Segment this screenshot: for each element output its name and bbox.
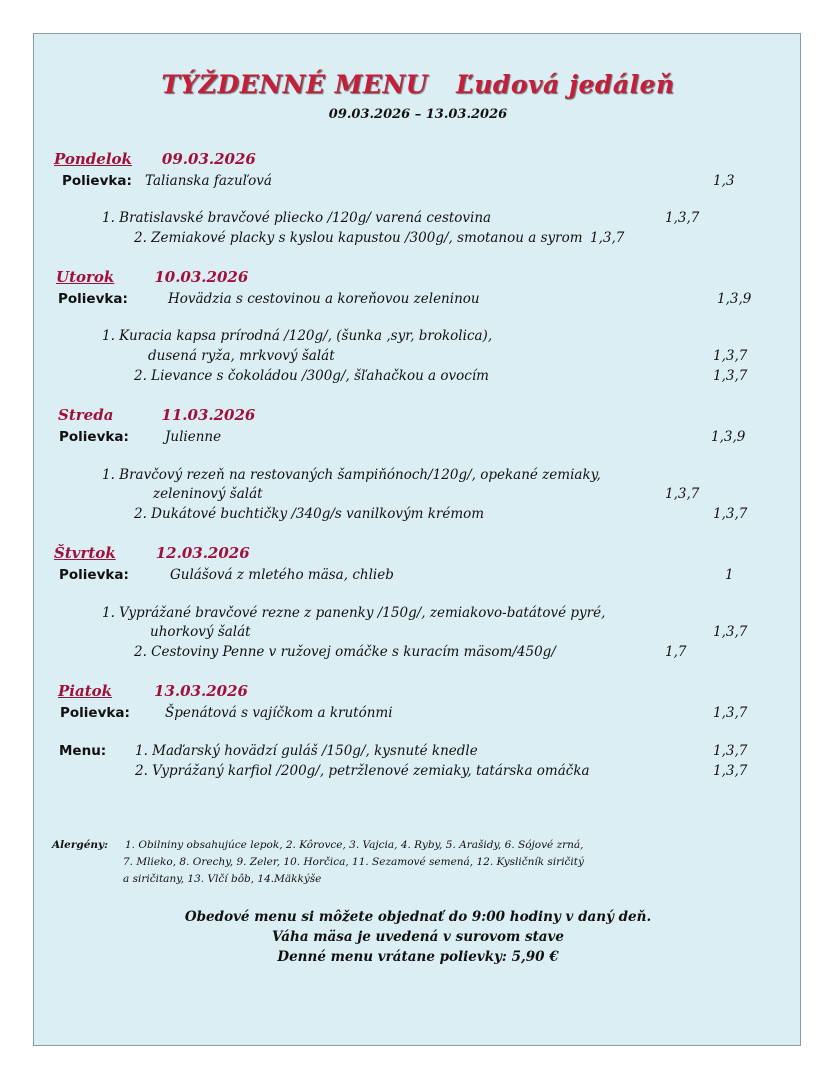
- allergens-line: 1. Obilniny obsahujúce lepok, 2. Kôrovce, 3. Vajcia, 4. Ryby, 5. Arašidy, 6. Sójové zrná,: [125, 839, 584, 851]
- meal-item: 2. Lievance s čokoládou /300g/, šľahačkou a ovocím: [134, 368, 489, 384]
- allergens-line: a siričitany, 13. Vlčí bôb, 14.Mäkkýše: [123, 873, 322, 885]
- day-name: Pondelok: [54, 150, 132, 168]
- meal-item: 2. Cestoviny Penne v ružovej omáčke s kuracím mäsom/450g/: [134, 644, 556, 660]
- meal-allergens: 1,3,7: [665, 486, 700, 502]
- day-heading-wednesday: [58, 406, 255, 424]
- soup-name: Gulášová z mletého mäsa, chlieb: [170, 567, 394, 583]
- page-title: [34, 70, 802, 99]
- soup-name: Talianska fazuľová: [145, 173, 272, 189]
- meal-allergens: 1,3,7: [590, 230, 625, 246]
- weight-note: Váha mäsa je uvedená v surovom stave: [272, 929, 564, 945]
- meal-item: 1. Vyprážané bravčové rezne z panenky /150g/, zemiakovo-batátové pyré,: [102, 605, 606, 621]
- day-name: Utorok: [56, 268, 115, 286]
- soup-allergens: 1: [725, 567, 734, 583]
- day-name: Štvrtok: [54, 544, 116, 562]
- meal-item: 1. Bratislavské bravčové pliecko /120g/ varená cestovina: [102, 210, 492, 226]
- day-heading-thursday: [54, 544, 250, 562]
- meal-allergens: 1,3,7: [713, 743, 748, 759]
- meal-allergens: 1,3,7: [713, 348, 748, 364]
- soup-label: Polievka:: [62, 173, 132, 189]
- title-right: Ľudová jedáleň: [456, 70, 675, 99]
- date-range: 09.03.2026 – 13.03.2026: [328, 107, 508, 122]
- meal-item: 2. Dukátové buchtičky /340g/s vanilkovým krémom: [134, 506, 485, 522]
- meal-allergens: 1,3,7: [713, 368, 748, 384]
- meal-item: 1. Maďarský hovädzí guláš /150g/, kysnuté knedle: [135, 743, 478, 759]
- menu-sheet: [33, 33, 801, 1046]
- soup-label: Polievka:: [59, 567, 129, 583]
- meal-allergens: 1,3,7: [665, 210, 700, 226]
- day-heading-friday: [58, 682, 248, 700]
- soup-allergens: 1,3: [713, 173, 735, 189]
- title-left: TÝŽDENNÉ MENU: [161, 70, 429, 99]
- meal-item: 2. Zemiakové placky s kyslou kapustou /300g/, smotanou a syrom: [134, 230, 583, 246]
- allergens-label: Alergény:: [52, 839, 108, 851]
- meal-allergens: 1,7: [665, 644, 687, 660]
- meal-item-cont: dusená ryža, mrkvový šalát: [148, 348, 335, 364]
- meal-item: 1. Kuracia kapsa prírodná /120g/, (šunka ,syr, brokolica),: [102, 328, 493, 344]
- day-date: 11.03.2026: [161, 406, 256, 424]
- day-date: 12.03.2026: [155, 544, 250, 562]
- soup-name: Hovädzia s cestovinou a koreňovou zeleninou: [168, 291, 480, 307]
- soup-allergens: 1,3,7: [713, 705, 748, 721]
- meal-allergens: 1,3,7: [713, 763, 748, 779]
- soup-name: Julienne: [165, 429, 222, 445]
- soup-allergens: 1,3,9: [717, 291, 752, 307]
- meal-allergens: 1,3,7: [713, 506, 748, 522]
- soup-label: Polievka:: [60, 705, 130, 721]
- day-date: 09.03.2026: [161, 150, 256, 168]
- day-heading-tuesday: [56, 268, 248, 286]
- day-date: 13.03.2026: [154, 682, 248, 700]
- price-note: Denné menu vrátane polievky: 5,90 €: [277, 949, 559, 965]
- soup-label: Polievka:: [59, 429, 129, 445]
- day-name: Streda: [58, 406, 114, 424]
- allergens-line: 7. Mlieko, 8. Orechy, 9. Zeler, 10. Horčica, 11. Sezamové semená, 12. Kysličník siričitý: [123, 856, 584, 868]
- meal-allergens: 1,3,7: [713, 624, 748, 640]
- soup-label: Polievka:: [58, 291, 128, 307]
- soup-name: Špenátová s vajíčkom a krutónmi: [165, 705, 393, 721]
- meal-item: 2. Vyprážaný karfiol /200g/, petržlenové zemiaky, tatárska omáčka: [135, 763, 590, 779]
- meal-item-cont: uhorkový šalát: [150, 624, 251, 640]
- day-name: Piatok: [58, 682, 113, 700]
- day-date: 10.03.2026: [154, 268, 249, 286]
- meal-item-cont: zeleninový šalát: [153, 486, 263, 502]
- meal-item: 1. Bravčový rezeň na restovaných šampiňónoch/120g/, opekané zemiaky,: [102, 467, 601, 483]
- order-note: Obedové menu si môžete objednať do 9:00 hodiny v daný deň.: [184, 909, 652, 925]
- menu-label: Menu:: [59, 743, 107, 759]
- soup-allergens: 1,3,9: [711, 429, 746, 445]
- day-heading-monday: [54, 150, 256, 168]
